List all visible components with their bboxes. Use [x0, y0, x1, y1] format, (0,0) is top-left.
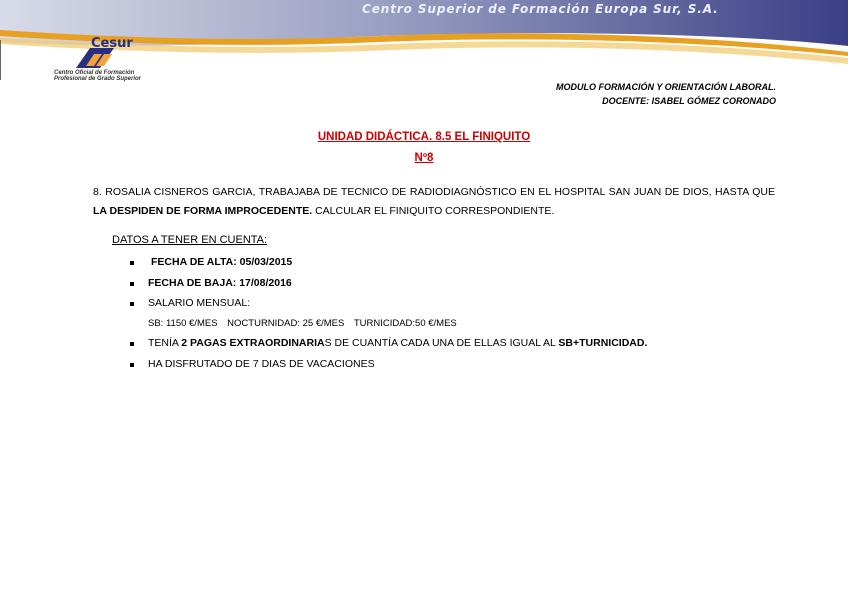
salary-turnicidad: TURNICIDAD:50 €/MES — [353, 318, 457, 329]
teacher-name: DOCENTE: ISABEL GÓMEZ CORONADO — [602, 96, 776, 106]
vacaciones: HA DISFRUTADO DE 7 DIAS DE VACACIONES — [148, 358, 375, 370]
exercise-statement — [93, 183, 775, 221]
fecha-alta: FECHA DE ALTA: 05/03/2015 — [151, 256, 293, 268]
pagas-mid: S DE CUANTÍA CADA UNA DE ELLAS IGUAL AL — [324, 337, 559, 349]
bullet-icon — [130, 282, 134, 286]
bullet-icon — [130, 342, 134, 346]
datos-title: DATOS A TENER EN CUENTA: — [112, 234, 268, 246]
statement-text-end: CALCULAR EL FINIQUITO CORRESPONDIENTE. — [312, 205, 555, 217]
unit-title: UNIDAD DIDÁCTICA. 8.5 EL FINIQUITO — [317, 131, 531, 143]
left-rule — [0, 40, 1, 80]
bullet-icon — [130, 363, 134, 367]
pagas-pre: TENÍA — [148, 337, 182, 349]
salary-sb: SB: 1150 €/MES — [148, 318, 218, 329]
course-meta — [556, 80, 776, 108]
exercise-number: Nº8 — [414, 152, 434, 164]
pagas-extra — [148, 337, 647, 349]
salario-mensual: SALARIO MENSUAL: — [148, 297, 251, 309]
logo-caption: Centro Oficial de Formación Profesional de Grado Superior — [54, 70, 142, 82]
pagas-bold: 2 PAGAS EXTRAORDINARIA — [181, 337, 325, 349]
fecha-baja: FECHA DE BAJA: 17/08/2016 — [148, 277, 292, 289]
statement-bold: LA DESPIDEN DE FORMA IMPROCEDENTE. — [93, 205, 313, 217]
bullet-icon — [130, 302, 134, 306]
salary-nocturnidad: NOCTURNIDAD: 25 €/MES — [227, 318, 345, 329]
pagas-bold2: SB+TURNICIDAD. — [558, 337, 648, 349]
logo-text: Cesur — [91, 36, 133, 51]
banner-title: Centro Superior de Formación Europa Sur, S.A. — [362, 2, 719, 16]
module-name: MODULO FORMACIÓN Y ORIENTACIÓN LABORAL. — [556, 82, 776, 92]
statement-text: 8. ROSALIA CISNEROS GARCIA, TRABAJABA DE TECNICO DE RADIODIAGNÓSTICO EN EL HOSPITAL SAN JUAN DE DIOS, HASTA QUE — [93, 186, 775, 198]
bullet-icon — [130, 261, 134, 265]
salary-details — [148, 318, 464, 329]
